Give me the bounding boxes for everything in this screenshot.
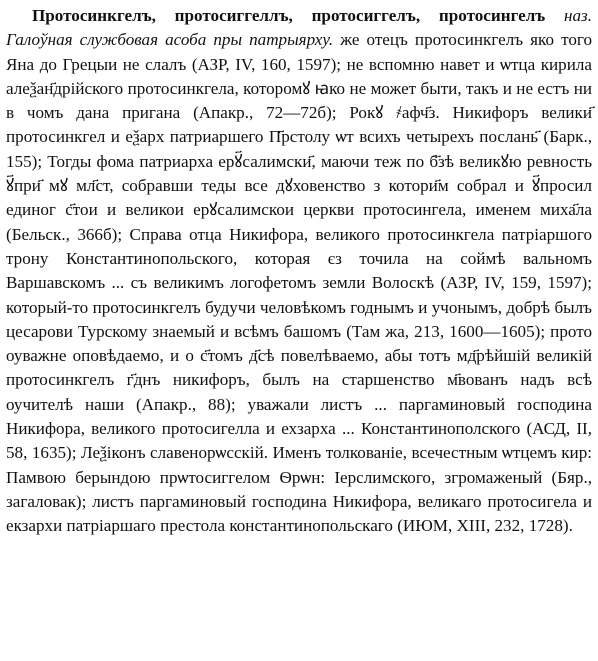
dictionary-entry: [6, 4, 592, 539]
entry-body: же отецъ протосинкгелъ яко того Яна до Грецыи не слалъ (АЗР, IV, 160, 1597); не вспомню навет и ѡтца кирила алеѯан҃дрійского протосинкгела, которомꙋ ꙗко не может быти, такъ и не естъ ни в чомъ дана пригана (Апакр., 72—72б); Рокꙋ ҂афч҃з. Никифоръ велики҃ протосинкгел и еѯарх патриаршего П҃рстолу ѡт всихъ четырехъ послань҃ (Барк., 155); Тогды фома патриарха ерꙋ҃салимски҃, маючи теж по б҃зѣ великꙋю ревность ꙋ҃при҃ мꙋ мл҃ст, собравши теды все дꙋховенство з котори҃м собрал и ꙋ҃просил единог с҃тои и великои ерꙋсалимскои церкви протосингела, именем миха҃ла (Бельск., 366б); Справа отца Никифора, великого протосинкгела патріаршого трону Константинопольского, которая єз точила на соймѣ вальномъ Варшавскомъ ... съ великимъ логофетомъ земли Волоскѣ (АЗР, IV, 159, 1597); который-то протосинкгелъ будучи человѣкомъ годнымъ и учонымъ, добрѣ былъ цесарови Турскому знаемый и всѣмъ башомъ (Там жа, 213, 1600—1605); прото оуважне оповѣдаемо, и о с҃томъ д҃сѣ повелѣваемо, абы тотъ мд҃рѣйшій великій протосинкгелъ г҃днъ никифоръ, былъ на старшенство м҃вованъ надъ всѣ оучителѣ наши (Апакр., 88); уважали листъ ... паргаминовый господина Никифора, великого протосигелла и ехзарха ... Константинополского (АСД, II, 58, 1635); Леѯіконъ славенорѡсскій. Именъ толкованіе, всечестным ѡтцемъ кир: Памвою берындою прѡтосиггелом Ѳрѡн: Іерслимского, згромаженый (Бяр., загаловак); листъ паргаминовый господина Никифора, великаго протосигела и екзархи патріаршаго престола константинопольскаго (ИЮМ, XIII, 232, 1728).: [6, 30, 593, 536]
entry-part-of-speech: наз.: [564, 6, 592, 25]
entry-headword: Протосинкгелъ, протосиггеллъ, протосиггелъ, протосингелъ: [32, 6, 546, 25]
entry-gloss: Галоўная службовая асоба пры патрыярху.: [6, 30, 334, 50]
